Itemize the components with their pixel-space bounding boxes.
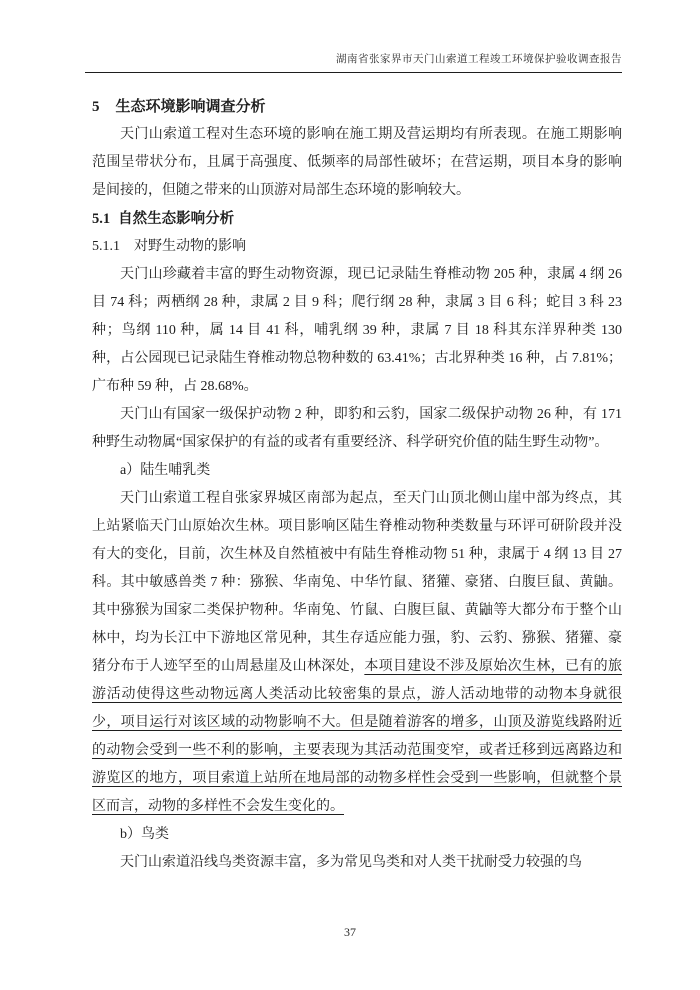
list-label-mammals: a）陆生哺乳类 [120,463,211,478]
list-label-birds: b）鸟类 [120,827,169,842]
header-rule [85,72,622,73]
paragraph-mammals-underlined: 本项目建设不涉及原始次生林，已有的旅游活动使得这些动物远离人类活动比较密集的景点，游人活动地带的动物本身就很少，项目运行对该区域的动物影响不大。但是随着游客的增多，山顶及游览线路附近的动物会受到一些不利的影响，主要表现为其活动范围变窄，或者迁移到远离路边和游览区的地方，项目索道上站所在地局部的动物多样性会受到一些影响，但就整个景区而言，动物的多样性不会发生变化的。 [92,659,623,814]
page-header [0,0,700,73]
section-heading-5-1 [92,205,622,233]
section-title: 对野生动物的影响 [134,239,246,254]
section-title: 生态环境影响调查分析 [115,99,266,115]
section-number: 5.1.1 [92,239,120,254]
paragraph-birds-intro: 天门山索道沿线鸟类资源丰富，多为常见鸟类和对人类干扰耐受力较强的鸟 [120,855,582,870]
running-title: 湖南省张家界市天门山索道工程竣工环境保护验收调查报告 [336,54,622,65]
paragraph-fauna-overview: 天门山珍藏着丰富的野生动物资源，现已记录陆生脊椎动物 205 种，隶属 4 纲 26 目 74 科；两栖纲 28 种，隶属 2 目 9 科；爬行纲 28 种，隶属 3 目 6 科；蛇目 3 科 23 种；鸟纲 110 种，属 14 目 41 科，哺乳纲 39 种，隶属 7 目 18 科其东洋界种类 130 种，占公园现已记录陆生脊椎动物总物种数的 63.41%；古北界种类 16 种，占 7.81%；广布种 59 种，占 28.68%。 [92,267,622,394]
section-heading-5 [92,93,622,121]
section-title: 自然生态影响分析 [118,211,235,227]
page-number: 37 [344,925,356,939]
paragraph-protected-species: 天门山有国家一级保护动物 2 种，即豹和云豹，国家二级保护动物 26 种，有 171 种野生动物属“国家保护的有益的或者有重要经济、科学研究价值的陆生野生动物”。 [92,407,622,450]
section-heading-5-1-1 [92,233,622,261]
section-number: 5 [92,99,100,115]
paragraph-mammals-normal: 天门山索道工程自张家界城区南部为起点，至天门山顶北侧山崖中部为终点，其上站紧临天门山原始次生林。项目影响区陆生脊椎动物种类数量与环评可研阶段并没有大的变化，目前，次生林及自然植被中有陆生脊椎动物 51 种，隶属于 4 纲 13 目 27 科。其中敏感兽类 7 种：猕猴、华南兔、中华竹鼠、猪獾、豪猪、白腹巨鼠、黄鼬。其中猕猴为国家二类保护物种。华南兔、竹鼠、白腹巨鼠、黄鼬等大都分布于整个山林中，均为长江中下游地区常见种，其生存适应能力强，豹、云豹、猕猴、猪獾、豪猪分布于人迹罕至的山周悬崖及山林深处， [92,491,622,674]
paragraph-mammals [92,485,622,821]
paragraph-intro: 天门山索道工程对生态环境的影响在施工期及营运期均有所表现。在施工期影响范围呈带状分布，且属于高强度、低频率的局部性破坏；在营运期，项目本身的影响是间接的，但随之带来的山顶游对局部生态环境的影响较大。 [92,127,622,198]
document-body [92,93,622,877]
section-number: 5.1 [92,211,111,227]
